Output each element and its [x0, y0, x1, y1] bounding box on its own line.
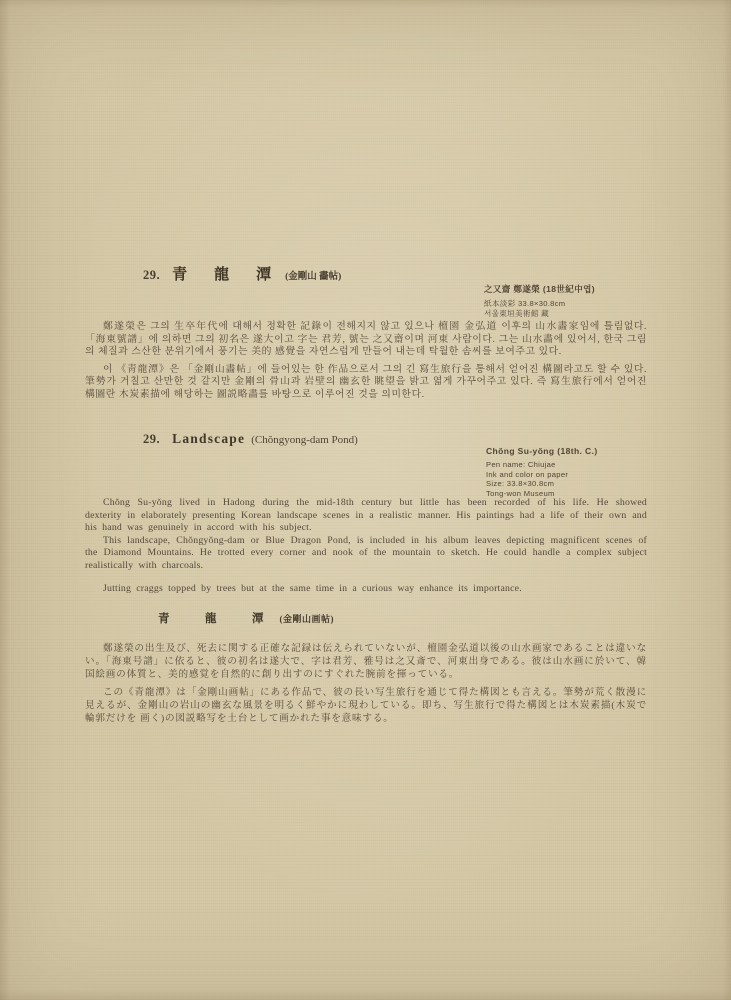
english-entry-heading — [143, 431, 358, 447]
japanese-text-block — [85, 642, 647, 725]
korean-credit-collection: 서울東垣美術館 藏 — [484, 308, 550, 318]
english-credit-size: Size: 33.8×30.8cm — [486, 479, 555, 489]
korean-paragraph: 이 《靑龍潭》은 「金剛山畵帖」에 들어있는 한 作品으로서 그의 긴 寫生旅行을 통해서 얻어진 構圖라고도 할 수 있다. 筆勢가 거칠고 산만한 것 같지만 金剛의 骨山과 岩壁의 幽玄한 眺望을 밝고 엷게 가꾸어주고 있다. 즉 寫生旅行에서 얻어진 構圖란 木炭素描에 해당하는 圖説略畵를 바탕으로 이루어진 것을 의미한다. — [85, 363, 647, 400]
english-entry-subtitle: (Chŏngyong-dam Pond) — [251, 434, 358, 446]
english-text-block — [85, 497, 647, 595]
korean-entry-title: 青 龍 潭 — [172, 267, 278, 283]
english-credit-artist: Chŏng Su-yŏng (18th. C.) — [486, 446, 598, 456]
english-credit-pen-name: Pen name: Chiujae — [486, 460, 556, 469]
japanese-entry-subtitle: (金剛山画帖) — [279, 614, 334, 624]
japanese-paragraph: この《青龍潭》は「金剛山画帖」にある作品で、彼の長い写生旅行を通じて得た構図とも言える。筆勢が荒く散漫に見えるが、金剛山の岩山の幽玄な風景を明るく鮮やかに現わしている。即ち、写生旅行で得た構図とは木炭素描(木炭で輪郭だけを 画く)の図説略写を土台として画かれた事を意味する。 — [85, 686, 647, 725]
english-credit-medium: Ink and color on paper — [486, 469, 569, 479]
english-entry-number: 29. — [143, 432, 161, 446]
korean-entry-subtitle: (金剛山 畵帖) — [285, 272, 342, 282]
english-credit-collection: Tong-won Museum — [486, 488, 555, 498]
japanese-entry-title: 青 龍 潭 — [158, 613, 276, 625]
english-paragraph: This landscape, Chŏngyŏng-dam or Blue Dragon Pond, is included in his album leaves depicting magnificent scenes of the Diamond Mountains. He trotted every corner and nook of the mountain to sketch. He could handle a complex subject realistically with charcoals. — [85, 534, 647, 571]
english-paragraph: Jutting craggs topped by trees but at the same time in a curious way enhance its importance. — [103, 582, 522, 594]
korean-text-block — [85, 321, 647, 402]
korean-credit-medium: 紙本淡彩 33.8×30.8cm — [484, 299, 566, 308]
korean-entry-heading — [143, 263, 341, 284]
japanese-entry-heading — [158, 610, 334, 626]
korean-paragraph: 鄭遂榮은 그의 生卒年代에 대해서 정확한 記錄이 전해지지 않고 있으나 檀園 金弘道 이후의 山水畵家임에 틀림없다. 「海東號譜」에 의하면 그의 初名은 遂大이고 字는 君芳, 號는 之又齋이며 河東 사람이다. 그는 山水畵에 있어서, 한국 그림의 체질과 스산한 분위기에서 풍기는 美的 感覺을 자연스럽게 만들어 내는데 탁월한 솜씨를 보여주고 있다. — [85, 321, 647, 358]
japanese-paragraph: 鄭遂榮の出生及び、死去に関する正確な記録は伝えられていないが、檀園金弘道以後の山水画家であることは違いない。「海東号譜」に依ると、彼の初名は遂大で、字は君芳、雅号は之又斎で、河東出身である。彼は山水画に於いて、韓国絵画の体質と、美的感覚を自然的に創り出すのにすぐれた腕前を揮っている。 — [85, 643, 647, 681]
korean-credit-artist: 之又齋 鄭遂榮 (18世紀中엽) — [484, 284, 595, 294]
english-credit-block — [486, 446, 598, 498]
korean-credit-block — [484, 283, 595, 318]
english-entry-title: Landscape — [172, 431, 246, 446]
english-paragraph: Chŏng Su-yŏng lived in Hadong during the mid-18th century but little has been recorded of his life. He showed dexterity in elaborately presenting Korean landscape scenes in a realistic manner. His paintings had a life of their own and his hand was genuinely in accord with his subject. — [85, 497, 647, 534]
korean-entry-number: 29. — [143, 268, 161, 282]
